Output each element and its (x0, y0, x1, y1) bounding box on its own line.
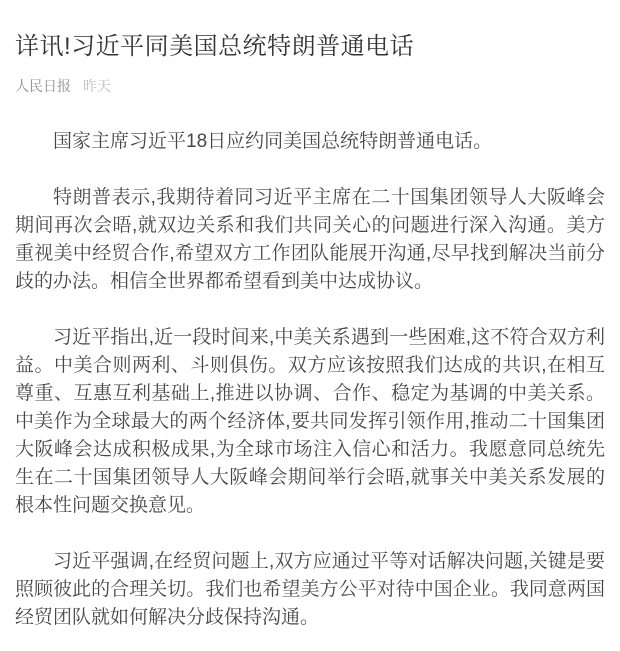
article-paragraph-2: 特朗普表示,我期待着同习近平主席在二十国集团领导人大阪峰会期间再次会晤,就双边关系和我们共同关心的问题进行深入沟通。美方重视美中经贸合作,希望双方工作团队能展开沟通,尽早找到解决当前分歧的办法。相信全世界都希望看到美中达成协议。 (15, 187, 605, 292)
article-paragraph-4: 习近平强调,在经贸问题上,双方应通过平等对话解决问题,关键是要照顾彼此的合理关切。我们也希望美方公平对待中国企业。我同意两国经贸团队就如何解决分歧保持沟通。 (15, 551, 605, 628)
article-body (15, 128, 605, 632)
article-publish-time: 昨天 (83, 78, 111, 94)
article-paragraph-1: 国家主席习近平18日应约同美国总统特朗普通电话。 (53, 131, 493, 152)
article-paragraph-3: 习近平指出,近一段时间来,中美关系遇到一些困难,这不符合双方利益。中美合则两利、斗则俱伤。双方应该按照我们达成的共识,在相互尊重、互惠互利基础上,推进以协调、合作、稳定为基调的中美关系。中美作为全球最大的两个经济体,要共同发挥引领作用,推动二十国集团大阪峰会达成积极成果,为全球市场注入信心和活力。我愿意同总统先生在二十国集团领导人大阪峰会期间举行会晤,就事关中美关系发展的根本性问题交换意见。 (15, 327, 605, 516)
article-title: 详讯!习近平同美国总统特朗普通电话 (15, 33, 415, 60)
article-source-link[interactable]: 人民日报 (15, 78, 71, 94)
article-byline (15, 76, 605, 96)
